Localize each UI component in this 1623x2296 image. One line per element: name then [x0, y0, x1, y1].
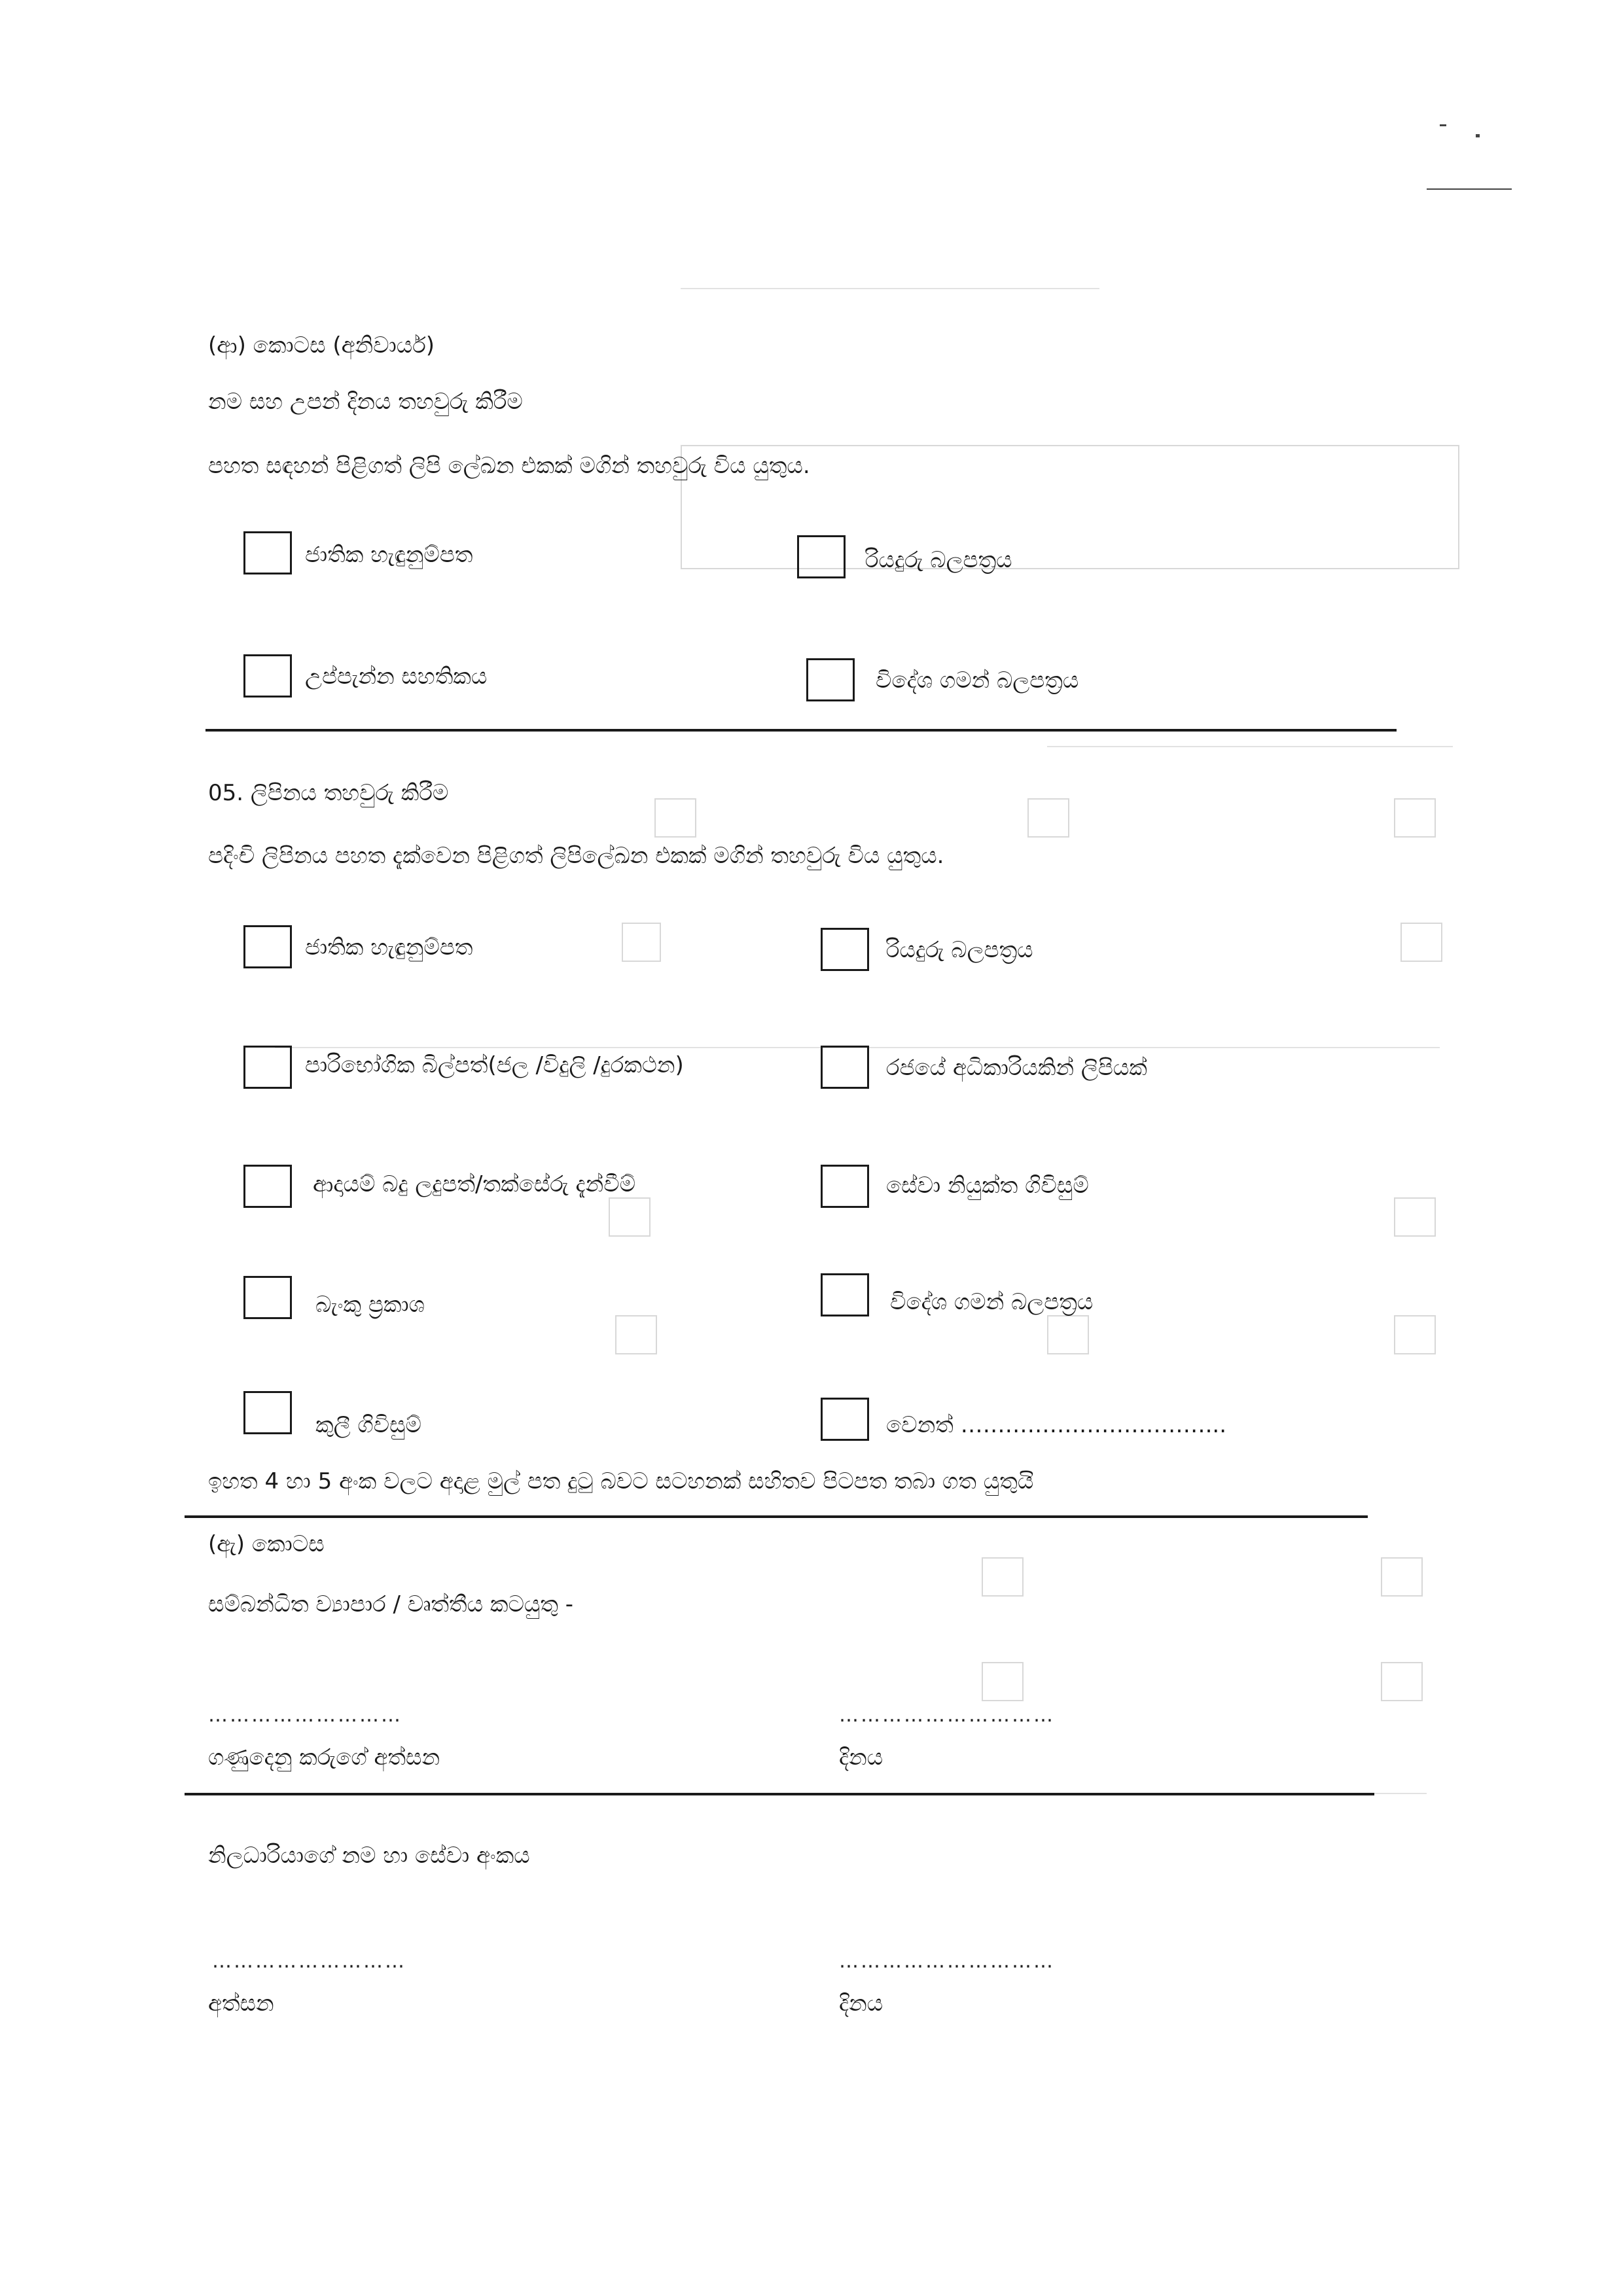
section-c-heading: (ඇ) කොටස	[208, 1531, 325, 1557]
officer-date-dotted-line[interactable]: …………………………	[839, 1950, 1055, 1973]
customer-date-label: දිනය	[839, 1744, 883, 1771]
customer-date-dotted-line[interactable]: …………………………	[839, 1704, 1055, 1727]
business-activity-label: සම්බන්ධිත ව්‍යාපාර / වෘත්තීය කටයුතු -	[208, 1591, 574, 1617]
option-passport-label: විදේශ ගමන් බලපත්‍රය	[876, 667, 1079, 694]
checkbox-passport[interactable]	[806, 658, 855, 701]
checkbox-utility-bills[interactable]	[243, 1046, 292, 1089]
bleed-through-line	[1047, 746, 1453, 747]
address-option-national-id-label: ජාතික හැඳුනුම්පත	[305, 934, 473, 961]
section-05-instruction: පදිංචි ලිපිනය පහත දැක්වෙන පිළිගත් ලිපිලේඛන එකක් මගින් තහවුරු විය යුතුය.	[208, 843, 944, 869]
address-option-tax-receipts-label: ආදායම් බදු ලදුපත්/තක්සේරු දැන්වීම්	[313, 1171, 636, 1197]
officer-signature-label: අත්සන	[208, 1990, 274, 2017]
address-option-other-label: වෙනත් ……………………………...	[886, 1412, 1227, 1438]
checkbox-tax-receipts[interactable]	[243, 1165, 292, 1208]
officer-name-service-label: නිලධාරියාගේ නම හා සේවා අංකය	[208, 1843, 530, 1869]
checkbox-national-id[interactable]	[243, 531, 292, 574]
scan-speck	[1476, 134, 1480, 137]
section-divider	[185, 1515, 1368, 1518]
customer-signature-dotted-line[interactable]: ………………………	[208, 1704, 402, 1727]
bleed-through-box	[654, 798, 696, 838]
section-divider	[205, 729, 1397, 732]
bleed-through-box	[1400, 923, 1442, 962]
section-a-instruction: පහත සඳහන් පිළිගත් ලිපි ලේඛන එකක් මගින් තහවුරු විය යුතුය.	[208, 453, 810, 479]
option-birth-certificate-label: උප්පැන්න සහතිකය	[305, 663, 488, 690]
address-option-driving-license-label: රියදුරු බලපත්‍රය	[886, 937, 1033, 963]
checkbox-bank-statement[interactable]	[243, 1276, 292, 1319]
address-option-lease-agreement-label: කුලී ගිවිසුම්	[315, 1412, 422, 1438]
bleed-through-box	[982, 1557, 1024, 1597]
address-option-bank-statement-label: බැංකු ප්‍රකාශ	[315, 1292, 425, 1318]
bleed-through-box	[1027, 798, 1069, 838]
checkbox-government-letter[interactable]	[821, 1046, 869, 1089]
option-national-id-label: ජාතික හැඳුනුම්පත	[305, 542, 473, 568]
section-05-heading: 05. ලිපිනය තහවුරු කිරීම	[208, 780, 449, 806]
officer-signature-dotted-line[interactable]: ………………………	[212, 1950, 406, 1973]
section-a-heading: (ආ) කොටස (අනිවාර්ය)	[208, 332, 435, 359]
bleed-through-box	[1394, 798, 1436, 838]
bleed-through-box	[609, 1197, 651, 1237]
option-driving-license-label: රියදුරු බලපත්‍රය	[865, 547, 1012, 573]
scan-speck	[1427, 188, 1512, 190]
section-a-subtitle: නම සහ උපන් දිනය තහවුරු කිරීම	[208, 389, 523, 415]
checkbox-address-passport[interactable]	[821, 1273, 869, 1316]
bleed-through-line	[681, 288, 1099, 289]
officer-date-label: දිනය	[839, 1990, 883, 2017]
customer-signature-label: ගණුදෙනු කරුගේ අත්සන	[208, 1744, 440, 1771]
section-divider	[185, 1793, 1374, 1795]
bleed-through-box	[622, 923, 661, 962]
bleed-through-box	[1047, 1315, 1089, 1354]
checkbox-other[interactable]	[821, 1398, 869, 1441]
bleed-through-box	[1394, 1315, 1436, 1354]
checkbox-employment-contract[interactable]	[821, 1165, 869, 1208]
address-option-utility-bills-label: පාරිභෝගික බිල්පත්(ජල /විදුලි /දුරකථන)	[305, 1052, 684, 1078]
bleed-through-box	[1394, 1197, 1436, 1237]
address-option-government-letter-label: රජයේ අධිකාරියකින් ලිපියක්	[886, 1055, 1147, 1081]
checkbox-birth-certificate[interactable]	[243, 654, 292, 698]
checkbox-address-driving-license[interactable]	[821, 928, 869, 971]
scan-speck	[1440, 124, 1446, 126]
copy-retention-note: ඉහත 4 හා 5 අංක වලට අදාළ මුල් පත දුටු බවට සටහනක් සහිතව පිටපත තබා ගත යුතුයි	[208, 1468, 1034, 1494]
bleed-through-box	[615, 1315, 657, 1354]
bleed-through-box	[1381, 1662, 1423, 1701]
checkbox-address-national-id[interactable]	[243, 925, 292, 968]
address-option-passport-label: විදේශ ගමන් බලපත්‍රය	[890, 1289, 1094, 1315]
address-option-employment-contract-label: සේවා නියුක්ත ගිවිසුම්	[886, 1173, 1089, 1199]
checkbox-lease-agreement[interactable]	[243, 1391, 292, 1434]
bleed-through-box	[982, 1662, 1024, 1701]
checkbox-driving-license[interactable]	[797, 535, 846, 578]
bleed-through-box	[1381, 1557, 1423, 1597]
